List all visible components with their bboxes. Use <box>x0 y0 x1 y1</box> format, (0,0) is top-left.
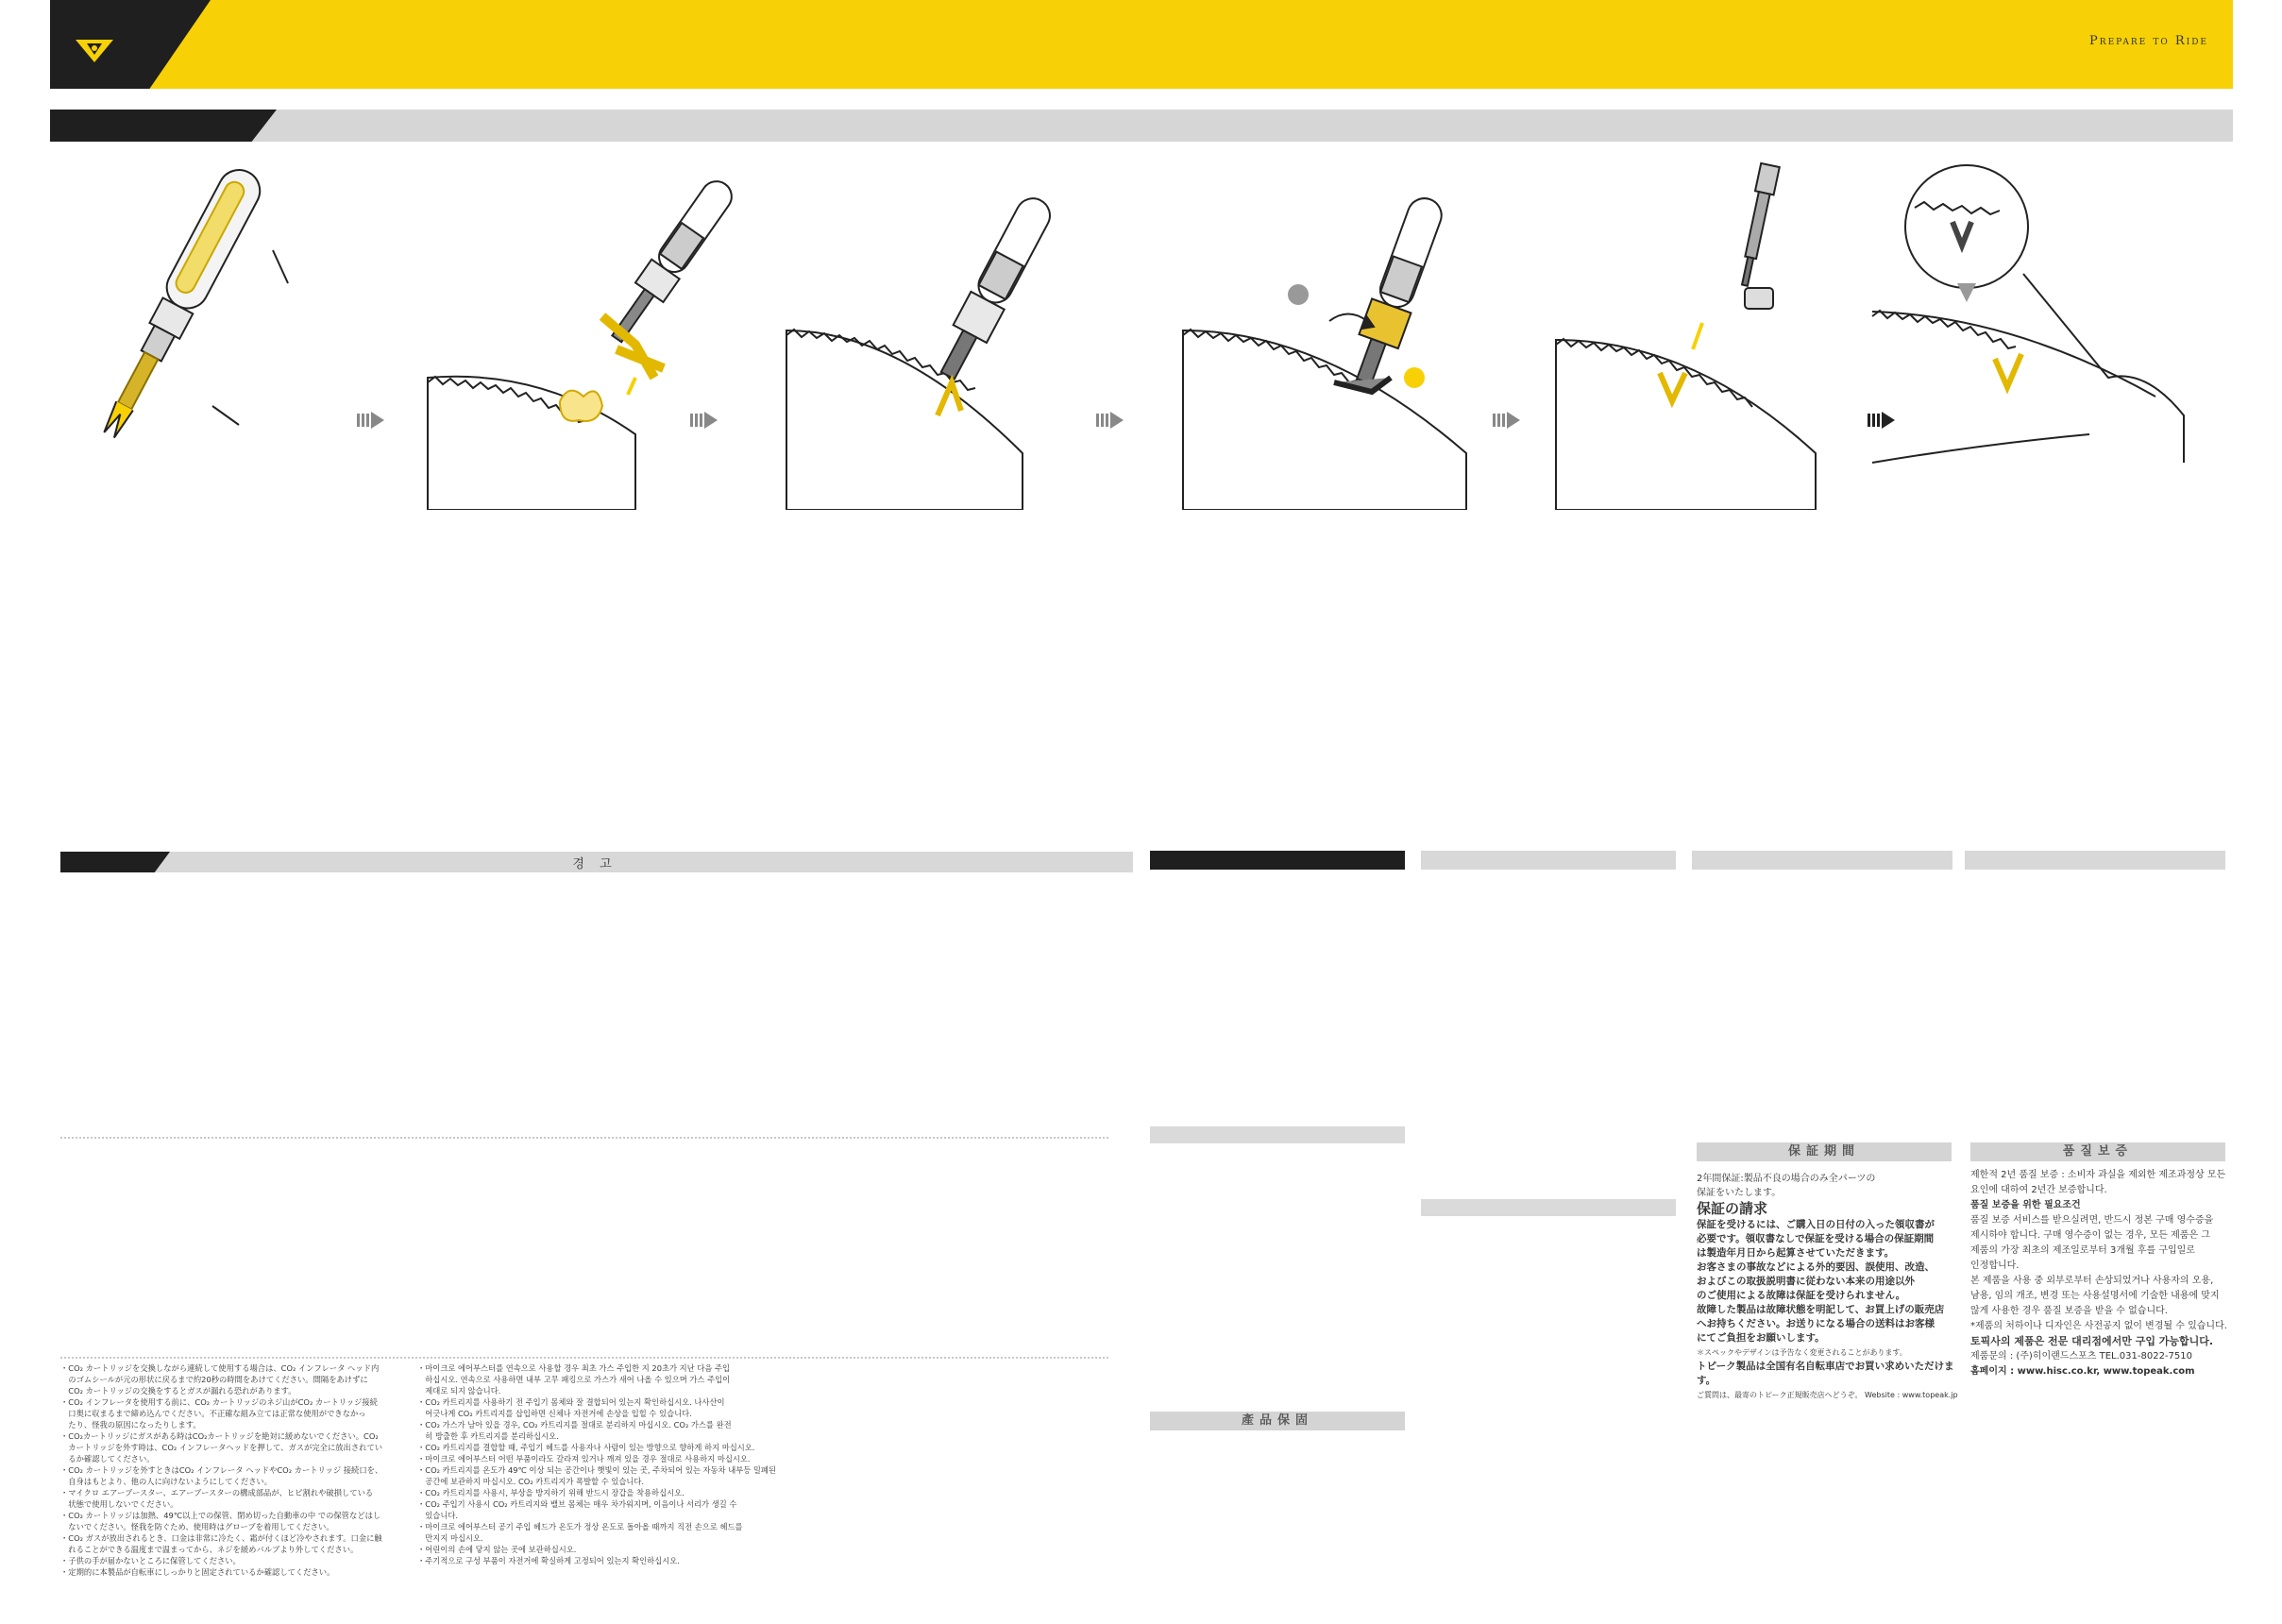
arrow-right-icon <box>357 412 384 429</box>
note-line: ・子供の手が届かないところに保管してください。 <box>60 1556 241 1565</box>
header-bar <box>50 0 2233 89</box>
note-line: ・마이크로 에어부스터를 연속으로 사용할 경우 최초 가스 주입한 지 20초가 지난 다음 주입 <box>417 1363 731 1373</box>
product-warranty-label: 產品保固 <box>1150 1412 1405 1430</box>
note-line: ・CO₂ カートリッジは加熱、49℃以上での保管、閉め切った自動車の中 での保管などはし <box>60 1511 381 1520</box>
tagline: Prepare to Ride <box>2089 34 2208 48</box>
warranty-jp-website-note: ご質問は、最寄のトピーク正規販売店へどうぞ。 Website : www.topeak.jp <box>1697 1391 1958 1399</box>
note-line: ・어린이의 손에 닿지 않는 곳에 보관하십시오. <box>417 1545 577 1554</box>
divider-dotted <box>60 1357 1108 1359</box>
warranty-kr-line: *제품의 처하이나 디자인은 사전공지 없이 변경될 수 있습니다. <box>1970 1321 2227 1331</box>
warranty-jp-body: およびこの取扱説明書に従わない本来の用途以外 <box>1697 1276 1915 1287</box>
note-line: ・CO₂ カートリッジを交換しながら連続して使用する場合は、CO₂ インフレータ ヘッド内 <box>60 1363 380 1373</box>
warranty-jp-claim-title: 保証の請求 <box>1697 1200 1768 1217</box>
column-header-3 <box>1692 851 1952 870</box>
warranty-jp-dealer-note: トピーク製品は全国有名自転車店でお買い求めいただけます。 <box>1697 1361 1954 1386</box>
section-bar <box>50 110 2233 142</box>
note-line: ・마이크로 에어부스터 공기 주입 헤드가 온도가 정상 온도로 돌아올 때까지 직전 손으로 헤드를 <box>417 1522 743 1531</box>
note-line: ・CO₂ ガスが放出されるとき、口金は非常に冷たく、霜が付くほど冷やされます。口金に触 <box>60 1533 382 1543</box>
warranty-jp-line: 保証をいたします。 <box>1697 1188 1782 1198</box>
warranty-jp-body: 故障した製品は故障状態を明記して、お買上げの販売店 <box>1697 1304 1945 1315</box>
warranty-jp-body: へお持ちください。お送りになる場合の送料はお客様 <box>1697 1318 1935 1329</box>
note-line: 있습니다. <box>417 1511 458 1520</box>
warranty-kr-line: 본 제품을 사용 중 외부로부터 손상되었거나 사용자의 오용, <box>1970 1276 2214 1286</box>
note-line: ・CO₂ 카트리지를 사용하기 전 주입기 몸체와 잘 결합되어 있는지 확인하십시오. 나사산이 <box>417 1397 725 1407</box>
note-line: CO₂ カートリッジの交換をするとガスが漏れる恐れがあります。 <box>60 1386 296 1396</box>
warranty-jp-body: お客さまの事故などによる外的要因、誤使用、改造、 <box>1697 1261 1935 1273</box>
note-line: ・CO₂カートリッジにガスがある時はCO₂カートリッジを絶対に緩めないでください。CO₂ <box>60 1431 379 1441</box>
note-line: 히 방출한 후 카트리지를 분리하십시오. <box>417 1431 559 1441</box>
note-line: ・CO₂ 주입기 사용시 CO₂ 카트리지와 밸브 몸체는 매우 차가워지며, 이음이나 서리가 생길 수 <box>417 1499 737 1509</box>
step-5-illustration <box>1556 163 1816 510</box>
section-bar-accent <box>50 110 277 142</box>
warranty-kr-line: 홈페이지 : www.hisc.co.kr, www.topeak.com <box>1970 1366 2195 1377</box>
warranty-kr-line: 요인에 대하여 2년간 보증합니다. <box>1970 1185 2107 1195</box>
warranty-kr-line: 않게 사용한 경우 품질 보증을 받을 수 없습니다. <box>1970 1306 2168 1316</box>
warranty-jp-header: 保証期間 <box>1697 1142 1952 1161</box>
step-4-illustration <box>1183 193 1466 510</box>
warranty-jp-spec-note: ＊スペックやデザインは予告なく変更されることがあります。 <box>1697 1348 1907 1357</box>
warranty-kr-line: 품질 보증 서비스를 받으실려면, 반드시 정본 구매 영수증을 <box>1970 1215 2214 1226</box>
note-line: 状態で使用しないでください。 <box>60 1499 178 1509</box>
warranty-kr-line: 남용, 임의 개조, 변경 또는 사용설명서에 기술한 내용에 맞지 <box>1970 1291 2220 1301</box>
note-line: ないでください。怪我を防ぐため、使用時はグローブを着用してください。 <box>60 1522 334 1531</box>
warranty-kr-line: 토픽사의 제품은 전문 대리점에서만 구입 가능합니다. <box>1970 1335 2214 1347</box>
note-line: ・CO₂ インフレータを使用する前に、CO₂ カートリッジのネジ山がCO₂ カートリッジ接続 <box>60 1397 378 1407</box>
warning-notes-kr <box>417 1362 776 1566</box>
note-line: ・CO₂ 가스가 남아 있을 경우, CO₂ 카트리지를 절대로 분리하지 마십시오. CO₂ 가스를 완전 <box>417 1420 732 1429</box>
note-line: 제대로 되지 않습니다. <box>417 1386 501 1396</box>
warning-bar-accent <box>60 852 170 872</box>
step-3-illustration <box>786 192 1057 510</box>
note-line: 自身はもとより、他の人に向けないようにしてください。 <box>60 1477 273 1486</box>
warranty-kr-line: 제시하야 합니다. 구매 영수증이 없는 경우, 모든 제품은 그 <box>1970 1230 2210 1241</box>
note-line: るか確認してください。 <box>60 1454 155 1463</box>
warranty-kr-line: 인정합니다. <box>1970 1260 2020 1271</box>
note-line: のゴムシールが元の形状に戻るまで約20秒の時間をあけてください。間隔をあけずに <box>60 1375 368 1384</box>
column-header-2 <box>1421 851 1676 870</box>
warranty-jp-body: 必要です。領収書なしで保証を受ける場合の保証期間 <box>1697 1233 1935 1244</box>
note-line: 하십시오. 연속으로 사용하면 내부 고무 패킹으로 가스가 새어 나올 수 있으며 가스 주입이 <box>417 1375 731 1384</box>
warranty-jp-body: 保証を受けるには、ご購入日の日付の入った領収書が <box>1697 1219 1935 1230</box>
warranty-kr-line: 품질 보증을 위한 필요조건 <box>1970 1200 2081 1210</box>
column-header-4 <box>1965 851 2225 870</box>
note-line: れることができる温度まで温まってから、ネジを緩めバルブより外してください。 <box>60 1545 359 1554</box>
note-line: たり、怪我の原因になったりします。 <box>60 1420 201 1429</box>
warranty-jp-body: にてご負担をお願いします。 <box>1697 1332 1825 1344</box>
note-line: ・定期的に本製品が自転車にしっかりと固定されているか確認してください。 <box>60 1567 335 1577</box>
note-line: ・CO₂ 카트리지를 결합할 때, 주입기 헤드를 사용자나 사람이 있는 방향으로 향하게 하지 마십시오. <box>417 1443 755 1452</box>
step-1-inflator-illustration <box>91 162 288 445</box>
note-line: ・マイクロ エアーブースター、エアーブースターの構成部品が、ヒビ割れや破損している <box>60 1488 374 1497</box>
note-line: ・주기적으로 구성 부품이 자전거에 확실하게 고정되어 있는지 확인하십시오. <box>417 1556 680 1565</box>
topeak-logo-icon <box>74 36 115 64</box>
warning-title: 경 고 <box>572 857 617 871</box>
warranty-jp-line: 2年間保証:製品不良の場合のみ全パーツの <box>1697 1174 1876 1184</box>
note-line: ・CO₂ 카트리지를 온도가 49℃ 이상 되는 공간이나 햇빛이 있는 곳, 주차되어 있는 자동차 내부등 밀폐된 <box>417 1465 776 1475</box>
gray-band <box>1150 1126 1405 1143</box>
note-line: 어긋나게 CO₂ 카트리지를 삽입하면 신체나 자전거에 손상을 입힐 수 있습니다. <box>417 1409 692 1418</box>
warranty-kr-header: 품질보증 <box>1970 1142 2225 1161</box>
column-header-1 <box>1150 851 1405 870</box>
note-line: 공간에 보관하지 마십시오. CO₂ 카트리지가 폭발할 수 있습니다. <box>417 1477 645 1486</box>
step-2-illustration <box>428 175 739 510</box>
warranty-jp-body: は製造年月日から起算させていただきます。 <box>1697 1247 1895 1259</box>
note-line: ・CO₂ 카트리지를 사용시, 부상을 방지하기 위해 반드시 장갑을 착용하십시오. <box>417 1488 685 1497</box>
warranty-kr-line: 제품의 가장 최초의 제조일로부터 3개월 후를 구입일로 <box>1970 1245 2195 1256</box>
warranty-kr-line: 제품문의 : (주)히이랜드스포츠 TEL.031-8022-7510 <box>1970 1351 2193 1362</box>
warranty-kr-line: 제한적 2년 품질 보증 : 소비자 과실을 제외한 제조과정상 모든 <box>1970 1170 2226 1180</box>
divider-dotted <box>60 1137 1108 1139</box>
gray-band <box>1421 1199 1676 1216</box>
note-line: 만지지 마십시오. <box>417 1533 483 1543</box>
note-line: ・CO₂ カートリッジを外すときはCO₂ インフレータ ヘッドやCO₂ カートリッジ 接続口を、 <box>60 1465 383 1475</box>
warning-notes-jp <box>60 1362 382 1578</box>
warranty-jp-body: のご使用による故障は保証を受けられません。 <box>1697 1290 1906 1301</box>
instruction-illustrations <box>50 151 2233 510</box>
note-line: 口奥に収まるまで締め込んでください。不正確な組み立ては正常な使用ができなかっ <box>60 1409 366 1418</box>
step-6-illustration <box>1872 165 2184 463</box>
note-line: カートリッジを外す時は、CO₂ インフレータヘッドを押して、ガスが完全に放出されてい <box>60 1443 383 1452</box>
warranty-jp <box>1697 1172 1961 1402</box>
note-line: ・마이크로 에어부스터 어떤 부품이라도 갈라져 있거나 깨져 있을 경우 절대로 사용하지 마십시오. <box>417 1454 751 1463</box>
warranty-kr <box>1970 1168 2235 1379</box>
